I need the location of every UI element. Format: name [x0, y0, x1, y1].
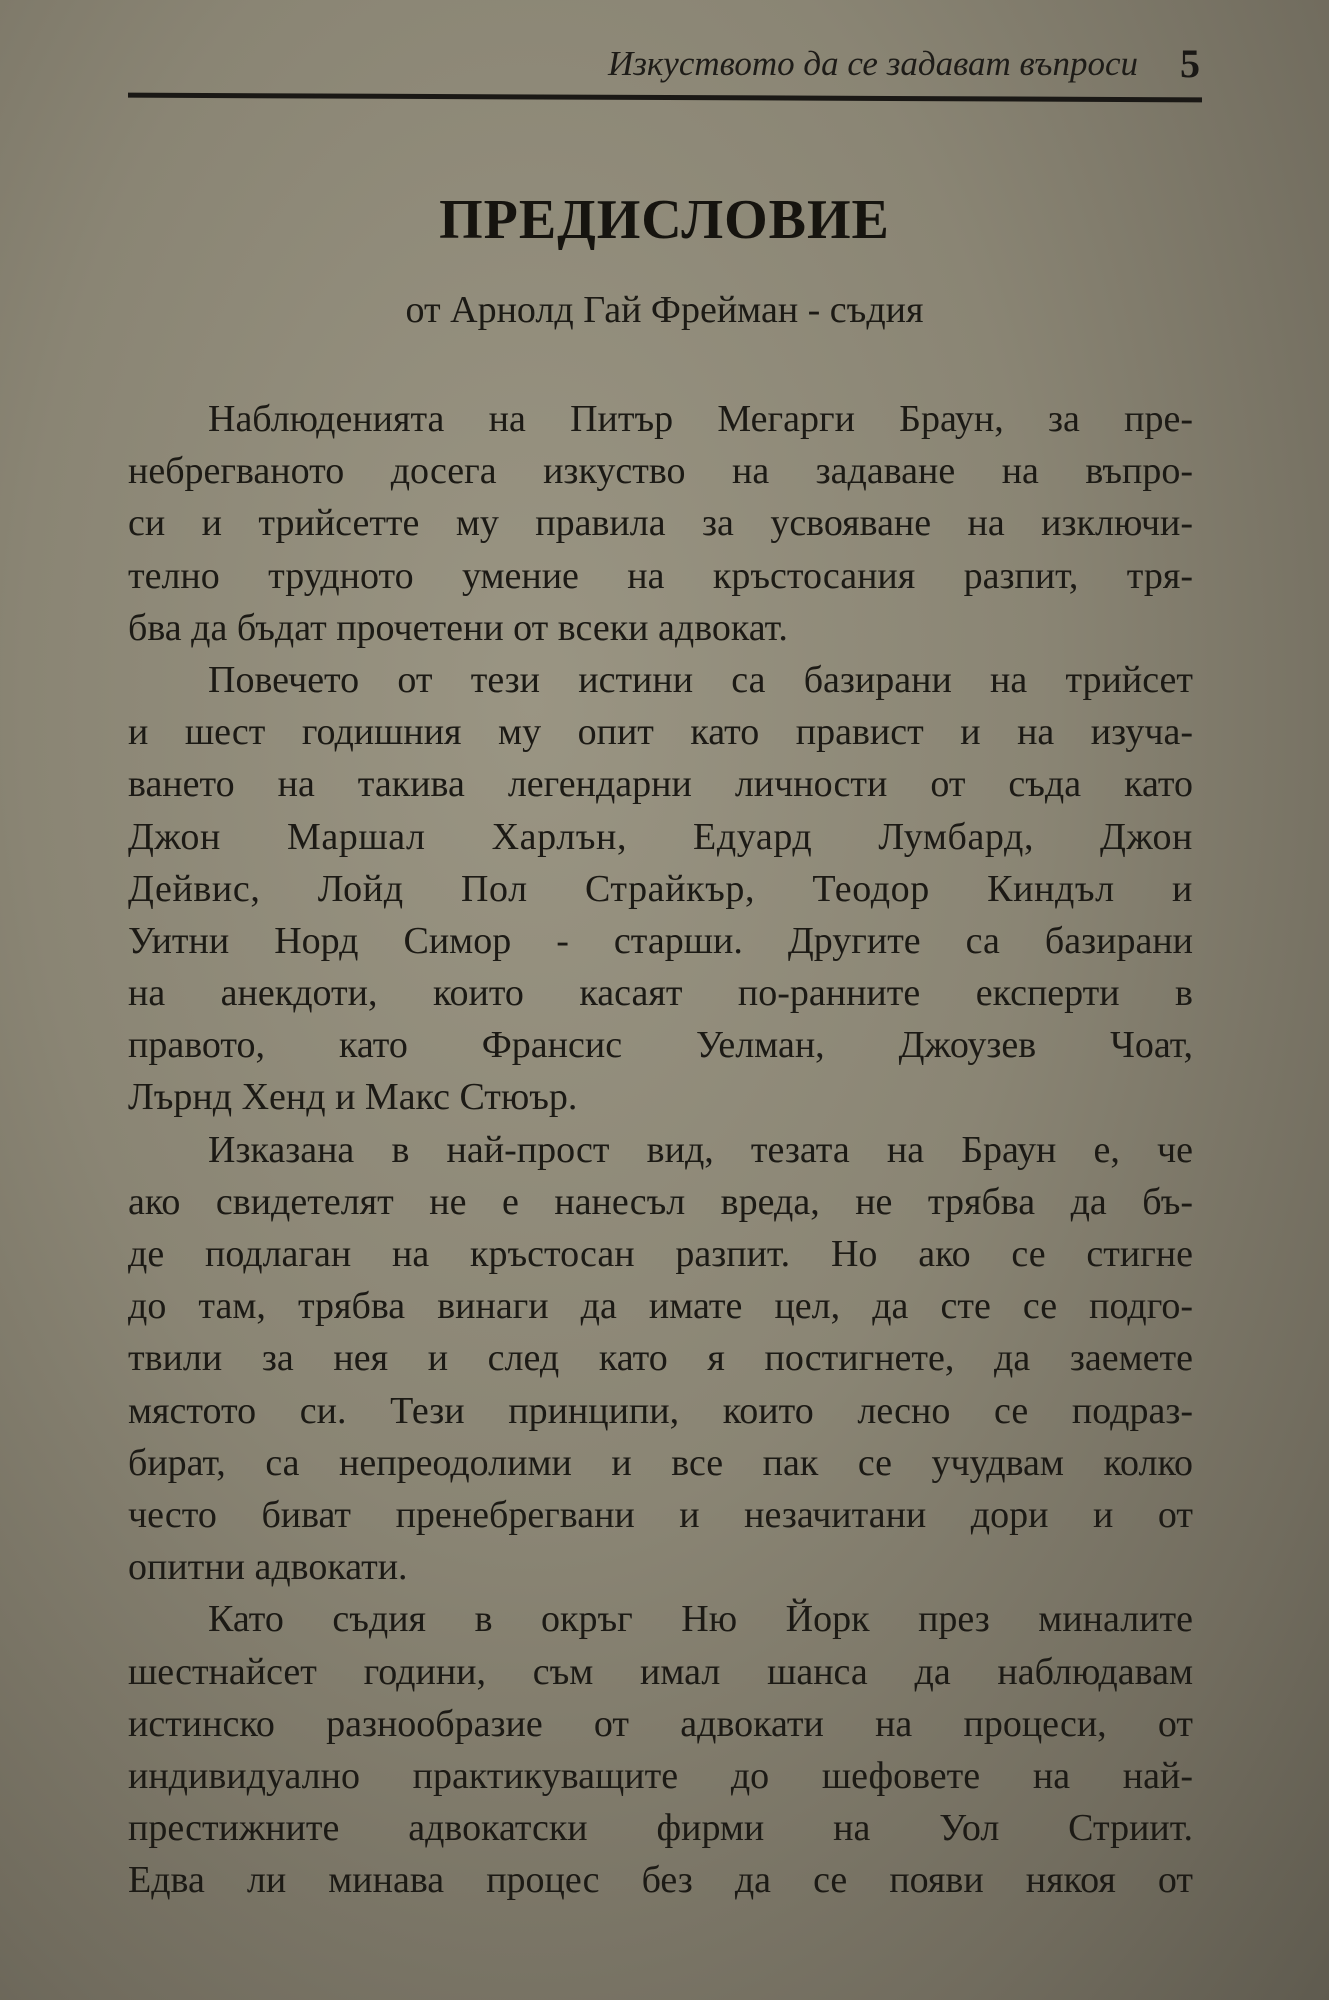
- text-line: Уитни Норд Симор - старши. Другите са базирани: [128, 919, 1193, 962]
- text-line: опитни адвокати.: [128, 1546, 408, 1589]
- text-line: престижните адвокатски фирми на Уол Стриит.: [128, 1807, 1193, 1850]
- running-head-title: Изкуството да се задават въпроси: [608, 44, 1138, 83]
- text-line: Едва ли минава процес без да се появи някоя от: [128, 1859, 1193, 1902]
- text-line: бва да бъдат прочетени от всеки адвокат.: [128, 606, 788, 649]
- text-line: Повечето от тези истини са базирани на трийсет: [208, 658, 1193, 701]
- text-line: ако свидетелят не е нанесъл вреда, не трябва да бъ-: [128, 1180, 1193, 1223]
- text-line: Като съдия в окръг Ню Йорк през миналите: [208, 1598, 1193, 1641]
- text-line: до там, трябва винаги да имате цел, да сте се подго-: [128, 1285, 1193, 1328]
- text-line: често биват пренебрегвани и незачитани дори и от: [128, 1493, 1193, 1536]
- chapter-title: ПРЕДИСЛОВИЕ: [439, 189, 890, 251]
- text-line: бират, са непреодолими и все пак се учудвам колко: [128, 1441, 1193, 1484]
- text-line: си и трийсетте му правила за усвояване на изключи-: [128, 502, 1193, 545]
- running-head: [130, 40, 1200, 90]
- text-line: де подлаган на кръстосан разпит. Но ако се стигне: [128, 1233, 1193, 1275]
- text-line: ването на такива легендарни личности от съда като: [128, 763, 1193, 806]
- text-line: индивидуално практикуващите до шефовете на най-: [128, 1754, 1193, 1797]
- header-rule: [128, 93, 1202, 103]
- page-number: 5: [1180, 41, 1200, 86]
- text-line: твили за нея и след като я постигнете, да заемете: [128, 1337, 1193, 1380]
- text-line: Лърнд Хенд и Макс Стюър.: [128, 1076, 578, 1119]
- text-line: Изказана в най-прост вид, тезата на Браун е, че: [208, 1128, 1193, 1171]
- text-line: телно трудното умение на кръстосания разпит, тря-: [128, 554, 1193, 597]
- chapter-subtitle: от Арнолд Гай Фрейман - съдия: [405, 289, 924, 331]
- text-line: шестнайсет години, съм имал шанса да наблюдавам: [128, 1650, 1193, 1693]
- text-line: на анекдоти, които касаят по-ранните експерти в: [128, 972, 1193, 1015]
- text-line: правото, като Франсис Уелман, Джоузев Чоат,: [128, 1024, 1193, 1067]
- text-line: небрегваното досега изкуство на задаване на въпро-: [128, 450, 1193, 493]
- text-line: мястото си. Тези принципи, които лесно се подраз-: [128, 1389, 1193, 1432]
- body-text: [128, 393, 1193, 1906]
- text-line: Джон Маршал Харлън, Едуард Лумбард, Джон: [128, 815, 1193, 858]
- text-line: Наблюденията на Питър Мегарги Браун, за пре-: [208, 398, 1193, 440]
- text-line: истинско разнообразие от адвокати на процеси, от: [128, 1702, 1193, 1745]
- text-line: и шест годишния му опит като правист и на изуча-: [128, 711, 1193, 754]
- text-line: Дейвис, Лойд Пол Страйкър, Теодор Киндъл и: [128, 867, 1193, 910]
